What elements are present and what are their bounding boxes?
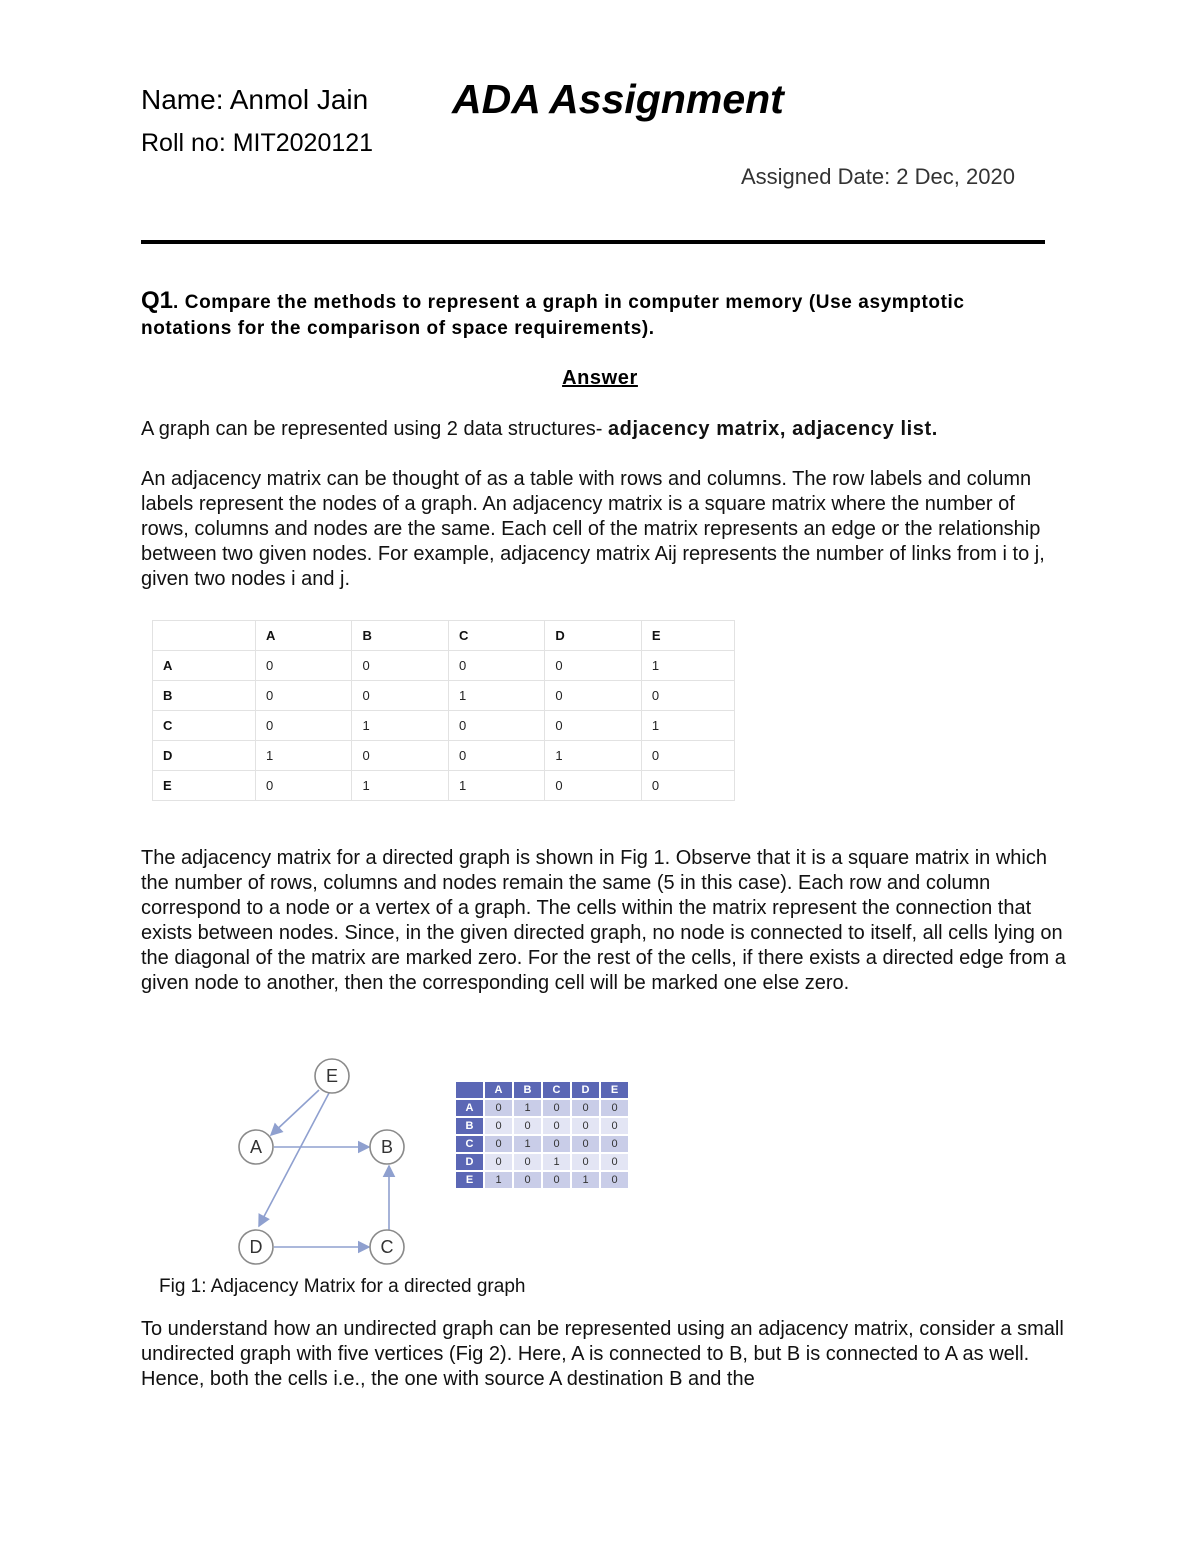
mini-matrix-cell: 0: [514, 1118, 541, 1134]
matrix-column-header: [153, 621, 256, 651]
mini-matrix-cell: 0: [601, 1136, 628, 1152]
mini-matrix-column-header: A: [485, 1082, 512, 1098]
paragraph-intro: [141, 417, 1066, 442]
question-number: Q1: [141, 287, 174, 314]
intro-text: A graph can be represented using 2 data structures-: [141, 418, 608, 440]
matrix-cell: 0: [448, 711, 544, 741]
mini-matrix-cell: 0: [543, 1172, 570, 1188]
matrix-column-header: E: [641, 621, 734, 651]
mini-matrix-cell: 1: [514, 1136, 541, 1152]
matrix-column-header: A: [256, 621, 352, 651]
mini-matrix-row-header: E: [456, 1172, 483, 1188]
mini-matrix-row: [456, 1118, 628, 1134]
matrix-row: [153, 651, 735, 681]
mini-matrix-row: [456, 1100, 628, 1116]
mini-matrix-cell: 0: [601, 1154, 628, 1170]
matrix-cell: 0: [641, 681, 734, 711]
matrix-row-header: D: [153, 741, 256, 771]
mini-matrix-row: [456, 1172, 628, 1188]
matrix-cell: 0: [448, 651, 544, 681]
mini-matrix-header-row: [456, 1082, 628, 1098]
figure-caption: Fig 1: Adjacency Matrix for a directed graph: [159, 1276, 526, 1297]
mini-matrix-cell: 0: [514, 1154, 541, 1170]
matrix-cell: 1: [641, 651, 734, 681]
roll-number: Roll no: MIT2020121: [141, 129, 374, 157]
mini-matrix-cell: 0: [601, 1100, 628, 1116]
mini-matrix-cell: 0: [572, 1136, 599, 1152]
matrix-cell: 0: [256, 711, 352, 741]
mini-matrix-cell: 0: [485, 1118, 512, 1134]
mini-matrix-column-header: B: [514, 1082, 541, 1098]
header-divider: [141, 240, 1045, 244]
mini-matrix-cell: 0: [514, 1172, 541, 1188]
paragraph-undirected-graph: To understand how an undirected graph can be represented using an adjacency matrix, consider a small undirected graph with five vertices (Fig 2). Here, A is connected to B, but B is connected to A as well. Hence, both the cells i.e., the one with source A destination B and the: [141, 1318, 1064, 1390]
mini-matrix-cell: 0: [572, 1118, 599, 1134]
mini-matrix-column-header: D: [572, 1082, 599, 1098]
paragraph-matrix-definition: An adjacency matrix can be thought of as a table with rows and columns. The row labels and column labels represent the nodes of a graph. An adjacency matrix is a square matrix where the number of rows, columns and nodes are the same. Each cell of the matrix represents an edge or the relationship between two given nodes. For example, adjacency matrix Aij represents the number of links from i to j, given two nodes i and j.: [141, 468, 1045, 590]
matrix-column-header: D: [545, 621, 641, 651]
assigned-date: Assigned Date: 2 Dec, 2020: [741, 164, 1015, 189]
matrix-cell: 0: [352, 681, 448, 711]
question-body: . Compare the methods to represent a graph in computer memory (Use asymptotic notations for the comparison of space requirements).: [141, 292, 965, 339]
mini-matrix-cell: 0: [543, 1100, 570, 1116]
answer-heading: Answer: [562, 367, 638, 389]
matrix-cell: 0: [641, 771, 734, 801]
node-label-d: D: [249, 1237, 263, 1257]
intro-bold-text: adjacency matrix, adjacency list.: [607, 418, 938, 440]
mini-matrix-cell: 1: [485, 1172, 512, 1188]
matrix-column-header: C: [448, 621, 544, 651]
mini-matrix-cell: 1: [572, 1172, 599, 1188]
student-name: Name: Anmol Jain: [141, 84, 369, 115]
matrix-cell: 0: [545, 681, 641, 711]
matrix-row: [153, 681, 735, 711]
mini-matrix-row-header: A: [456, 1100, 483, 1116]
matrix-row: [153, 741, 735, 771]
mini-matrix-row-header: B: [456, 1118, 483, 1134]
mini-matrix-cell: 0: [572, 1100, 599, 1116]
mini-matrix-column-header: C: [543, 1082, 570, 1098]
matrix-cell: 0: [256, 771, 352, 801]
matrix-cell: 0: [352, 651, 448, 681]
mini-matrix-column-header: [456, 1082, 483, 1098]
matrix-cell: 0: [352, 741, 448, 771]
mini-matrix-cell: 0: [485, 1136, 512, 1152]
assignment-title: ADA Assignment: [452, 76, 784, 122]
paragraph-directed-graph: The adjacency matrix for a directed graph is shown in Fig 1. Observe that it is a square matrix in which the number of rows, columns and nodes remain the same (5 in this case). Each row and column correspond to a node or a vertex of a graph. The cells within the matrix represent the connection that exists between nodes. Since, in the given directed graph, no node is connected to itself, all cells lying on the diagonal of the matrix are marked zero. For the rest of the cells, if there exists a directed edge from a given node to another, then the corresponding cell will be marked one else zero.: [141, 847, 1066, 994]
matrix-header-row: [153, 621, 735, 651]
mini-matrix-cell: 0: [601, 1118, 628, 1134]
matrix-cell: 0: [448, 741, 544, 771]
matrix-cell: 1: [352, 771, 448, 801]
matrix-row-header: E: [153, 771, 256, 801]
mini-matrix-cell: 0: [485, 1100, 512, 1116]
mini-matrix-cell: 0: [543, 1118, 570, 1134]
matrix-cell: 1: [448, 771, 544, 801]
mini-matrix-row: [456, 1154, 628, 1170]
matrix-cell: 0: [545, 711, 641, 741]
matrix-cell: 1: [256, 741, 352, 771]
node-label-a: A: [249, 1137, 263, 1157]
matrix-row-header: C: [153, 711, 256, 741]
matrix-column-header: B: [352, 621, 448, 651]
figure-adjacency-matrix: [454, 1080, 630, 1190]
node-label-b: B: [380, 1137, 394, 1157]
mini-matrix-cell: 0: [485, 1154, 512, 1170]
mini-matrix-cell: 0: [543, 1136, 570, 1152]
directed-graph-diagram: [225, 1052, 425, 1274]
mini-matrix-column-header: E: [601, 1082, 628, 1098]
edge-e-a: [271, 1090, 319, 1135]
matrix-row-header: B: [153, 681, 256, 711]
question-text: [141, 288, 1061, 342]
matrix-cell: 1: [641, 711, 734, 741]
adjacency-matrix-table: [152, 620, 735, 801]
node-label-c: C: [380, 1237, 394, 1257]
matrix-cell: 0: [256, 651, 352, 681]
matrix-row-header: A: [153, 651, 256, 681]
mini-matrix-cell: 1: [543, 1154, 570, 1170]
mini-matrix-row-header: D: [456, 1154, 483, 1170]
mini-matrix-row: [456, 1136, 628, 1152]
matrix-cell: 1: [545, 741, 641, 771]
matrix-cell: 1: [448, 681, 544, 711]
matrix-cell: 0: [641, 741, 734, 771]
node-label-e: E: [325, 1066, 339, 1086]
mini-matrix-cell: 0: [601, 1172, 628, 1188]
mini-matrix-cell: 0: [572, 1154, 599, 1170]
matrix-cell: 0: [545, 771, 641, 801]
matrix-row: [153, 711, 735, 741]
matrix-cell: 0: [545, 651, 641, 681]
matrix-cell: 1: [352, 711, 448, 741]
matrix-row: [153, 771, 735, 801]
mini-matrix-row-header: C: [456, 1136, 483, 1152]
mini-matrix-cell: 1: [514, 1100, 541, 1116]
matrix-cell: 0: [256, 681, 352, 711]
